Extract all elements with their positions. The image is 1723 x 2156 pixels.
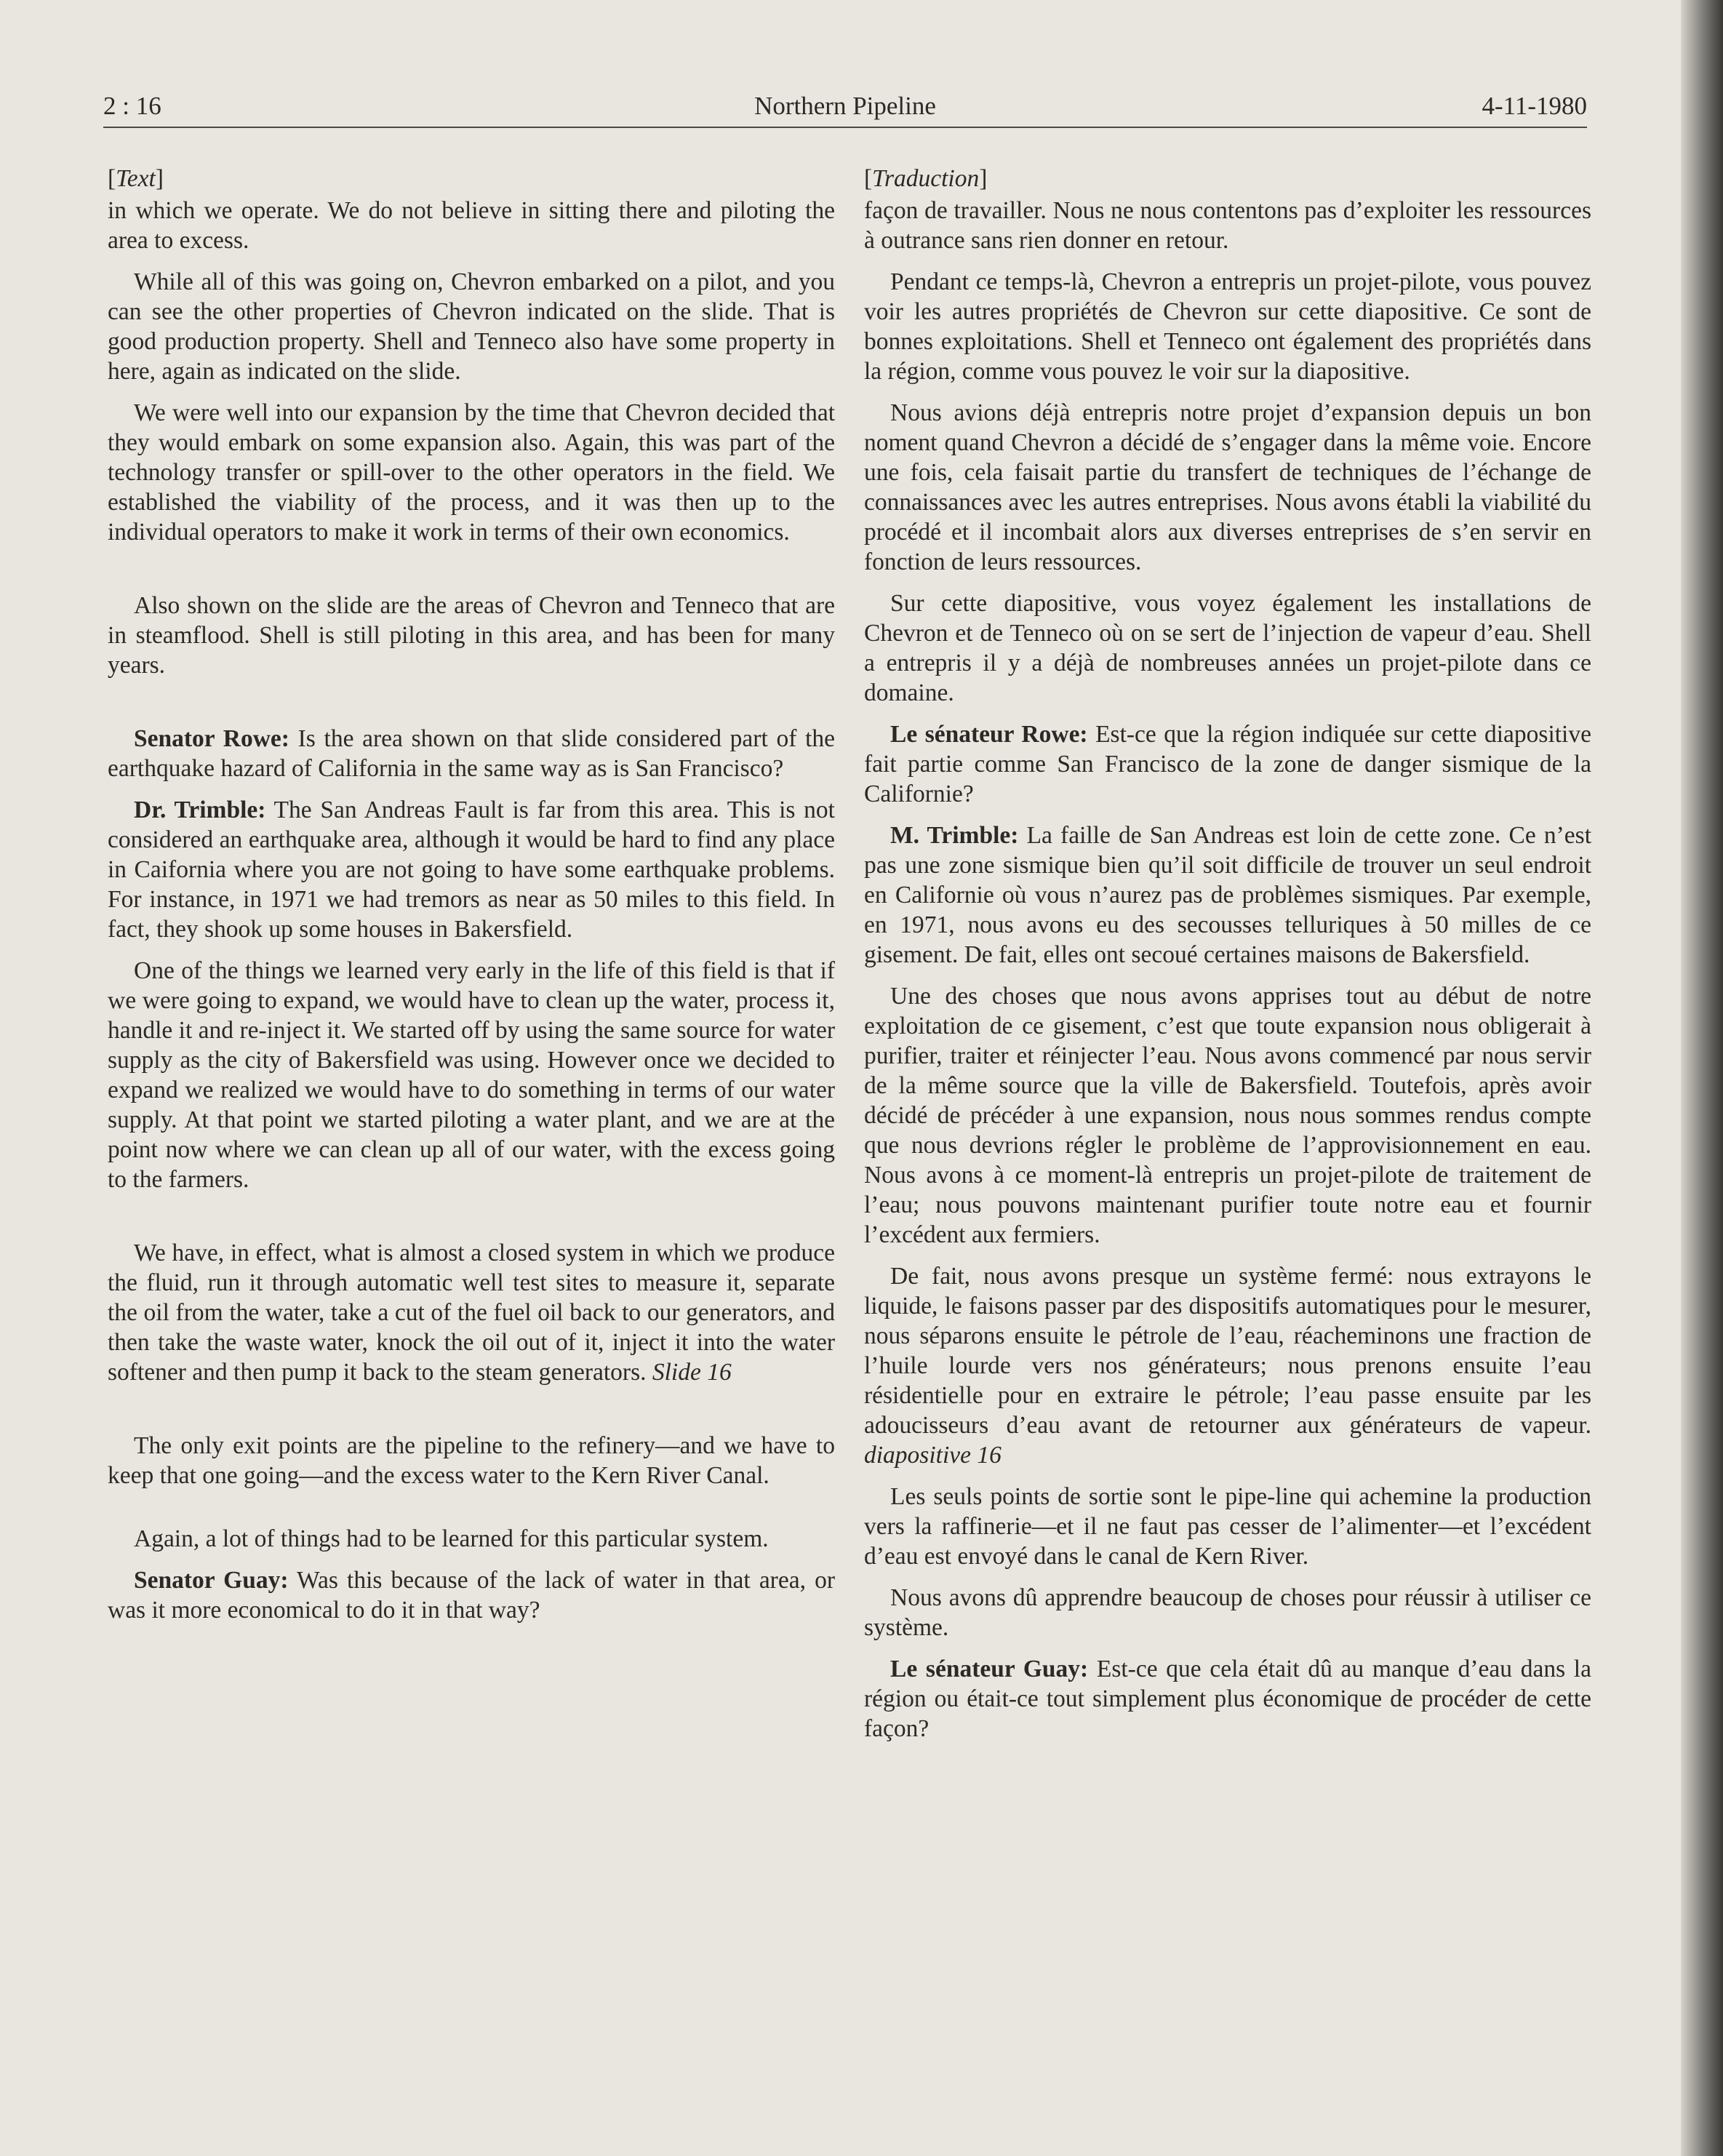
column-label: [Text] [108, 165, 164, 192]
page-header [103, 89, 1587, 128]
speaker-name: Le sénateur Guay: [890, 1656, 1089, 1682]
paragraph: Pendant ce temps-là, Chevron a entrepris un projet-pilote, vous pouvez voir les autres propriétés de Chevron sur cette diapositive. Ce sont de bonnes exploitations. Shell et Tenneco ont également des propriétés dans la région, comme vous pouvez le voir sur la diapositive. [864, 268, 1591, 385]
speaker-name: Dr. Trimble: [134, 796, 266, 823]
paragraph: Nous avons dû apprendre beaucoup de choses pour réussir à utiliser ce système. [864, 1584, 1591, 1641]
paragraph: Again, a lot of things had to be learned for this particular system. [134, 1525, 769, 1552]
speaker-name: M. Trimble: [890, 822, 1019, 849]
page-date: 4-11-1980 [1482, 92, 1587, 120]
page-number: 2 : 16 [103, 92, 161, 120]
column-label: [Traduction] [864, 165, 988, 192]
english-column [108, 164, 835, 1625]
paragraph: De fait, nous avons presque un système fermé: nous extrayons le liquide, le faisons passer par des dispositifs automatiques pour le mesurer, nous séparons ensuite le pétrole de l’eau, réacheminons une fraction de l’huile lourde vers nos générateurs; nous prenons ensuite l’eau résidentielle pour en extraire le pétrole; l’eau passe ensuite par les adoucisseurs d’eau avant de retourner aux générateurs de vapeur. diapositive 16 [864, 1263, 1591, 1469]
paragraph: Le sénateur Rowe: Est-ce que la région indiquée sur cette diapositive fait partie comme San Francisco de la zone de danger sismique de la Californie? [864, 721, 1591, 807]
paragraph: Senator Guay: Was this because of the lack of water in that area, or was it more economical to do it in that way? [108, 1567, 835, 1624]
paragraph: Le sénateur Guay: Est-ce que cela était dû au manque d’eau dans la région ou était-ce tout simplement plus économique de procéder de cette façon? [864, 1656, 1591, 1742]
paragraph: We were well into our expansion by the time that Chevron decided that they would embark on some expansion also. Again, this was part of the technology transfer or spill-over to the other operators in the field. We established the viability of the process, and it was then up to the individual operators to make it work in terms of their own economics. [108, 399, 835, 546]
paragraph: One of the things we learned very early in the life of this field is that if we were going to expand, we would have to clean up the water, process it, handle it and re-inject it. We started off by using the same source for water supply as the city of Bakersfield was using. However once we decided to expand we realized we would have to do something in terms of our water supply. At that point we started piloting a water plant, and we are at the point now where we can clean up all of our water, with the excess going to the farmers. [108, 957, 835, 1193]
french-column [864, 164, 1591, 1744]
paragraph: in which we operate. We do not believe in sitting there and piloting the area to excess. [108, 197, 835, 254]
paragraph: Senator Rowe: Is the area shown on that slide considered part of the earthquake hazard of California in the same way as is San Francisco? [108, 725, 835, 782]
page-title: Northern Pipeline [754, 92, 936, 120]
slide-reference: Slide 16 [652, 1359, 732, 1386]
paragraph: façon de travailler. Nous ne nous contentons pas d’exploiter les ressources à outrance sans rien donner en retour. [864, 197, 1591, 254]
paragraph: We have, in effect, what is almost a closed system in which we produce the fluid, run it through automatic well test sites to measure it, separate the oil from the water, take a cut of the fuel oil back to our generators, and then take the waste water, knock the oil out of it, inject it into the water softener and then pump it back to the steam generators. Slide 16 [108, 1239, 835, 1386]
paragraph: M. Trimble: La faille de San Andreas est loin de cette zone. Ce n’est pas une zone sismique bien qu’il soit difficile de trouver un seul endroit en Californie où vous n’aurez pas de problèmes sismiques. Par exemple, en 1971, nous avons eu des secousses telluriques à 50 milles de ce gisement. De fait, elles ont secoué certaines maisons de Bakersfield. [864, 822, 1592, 968]
paragraph: Les seuls points de sortie sont le pipe-line qui achemine la production vers la raffinerie—et il ne faut pas cesser de l’alimenter—et l’excédent d’eau est envoyé dans le canal de Kern River. [864, 1483, 1591, 1570]
paragraph: Sur cette diapositive, vous voyez également les installations de Chevron et de Tenneco où on se sert de l’injection de vapeur d’eau. Shell a entrepris il y a déjà de nombreuses années un projet-pilote dans ce domaine. [864, 590, 1591, 706]
paragraph: Une des choses que nous avons apprises tout au début de notre exploitation de ce gisement, c’est que toute expansion nous obligerait à purifier, traiter et réinjecter l’eau. Nous avons commencé par nous servir de la même source que la ville de Bakersfield. Toutefois, après avoir décidé de précéder à une expansion, nous nous sommes rendus compte que nous devrions régler le problème de l’approvisionnement en eau. Nous avons à ce moment-là entrepris un projet-pilote de traitement de l’eau; nous pouvons maintenant purifier toute notre eau et fournir l’excédent aux fermiers. [864, 983, 1591, 1248]
paragraph: Also shown on the slide are the areas of Chevron and Tenneco that are in steamflood. Shell is still piloting in this area, and has been for many years. [108, 592, 835, 679]
slide-reference: diapositive 16 [864, 1442, 1002, 1469]
paragraph: While all of this was going on, Chevron embarked on a pilot, and you can see the other properties of Chevron indicated on the slide. That is good production property. Shell and Tenneco also have some property in here, again as indicated on the slide. [108, 268, 835, 385]
speaker-name: Senator Rowe: [134, 725, 289, 752]
binding-edge [1681, 0, 1723, 2156]
paragraph: Nous avions déjà entrepris notre projet d’expansion depuis un bon noment quand Chevron a décidé de s’engager dans la même voie. Encore une fois, cela faisait partie du transfert de techniques de l’échange de connaissances avec les autres entreprises. Nous avons établi la viabilité du procédé et il incombait alors aux diverses entreprises de s’en servir en fonction de leurs ressources. [864, 399, 1591, 575]
speaker-name: Le sénateur Rowe: [890, 721, 1088, 748]
paragraph: The only exit points are the pipeline to the refinery—and we have to keep that one going—and the excess water to the Kern River Canal. [108, 1432, 835, 1489]
paragraph: Dr. Trimble: The San Andreas Fault is far from this area. This is not considered an earthquake area, although it would be hard to find any place in Caifornia where you are not going to have some earthquake problems. For instance, in 1971 we had tremors as near as 50 miles to this field. In fact, they shook up some houses in Bakersfield. [108, 796, 835, 943]
speaker-name: Senator Guay: [134, 1567, 289, 1594]
